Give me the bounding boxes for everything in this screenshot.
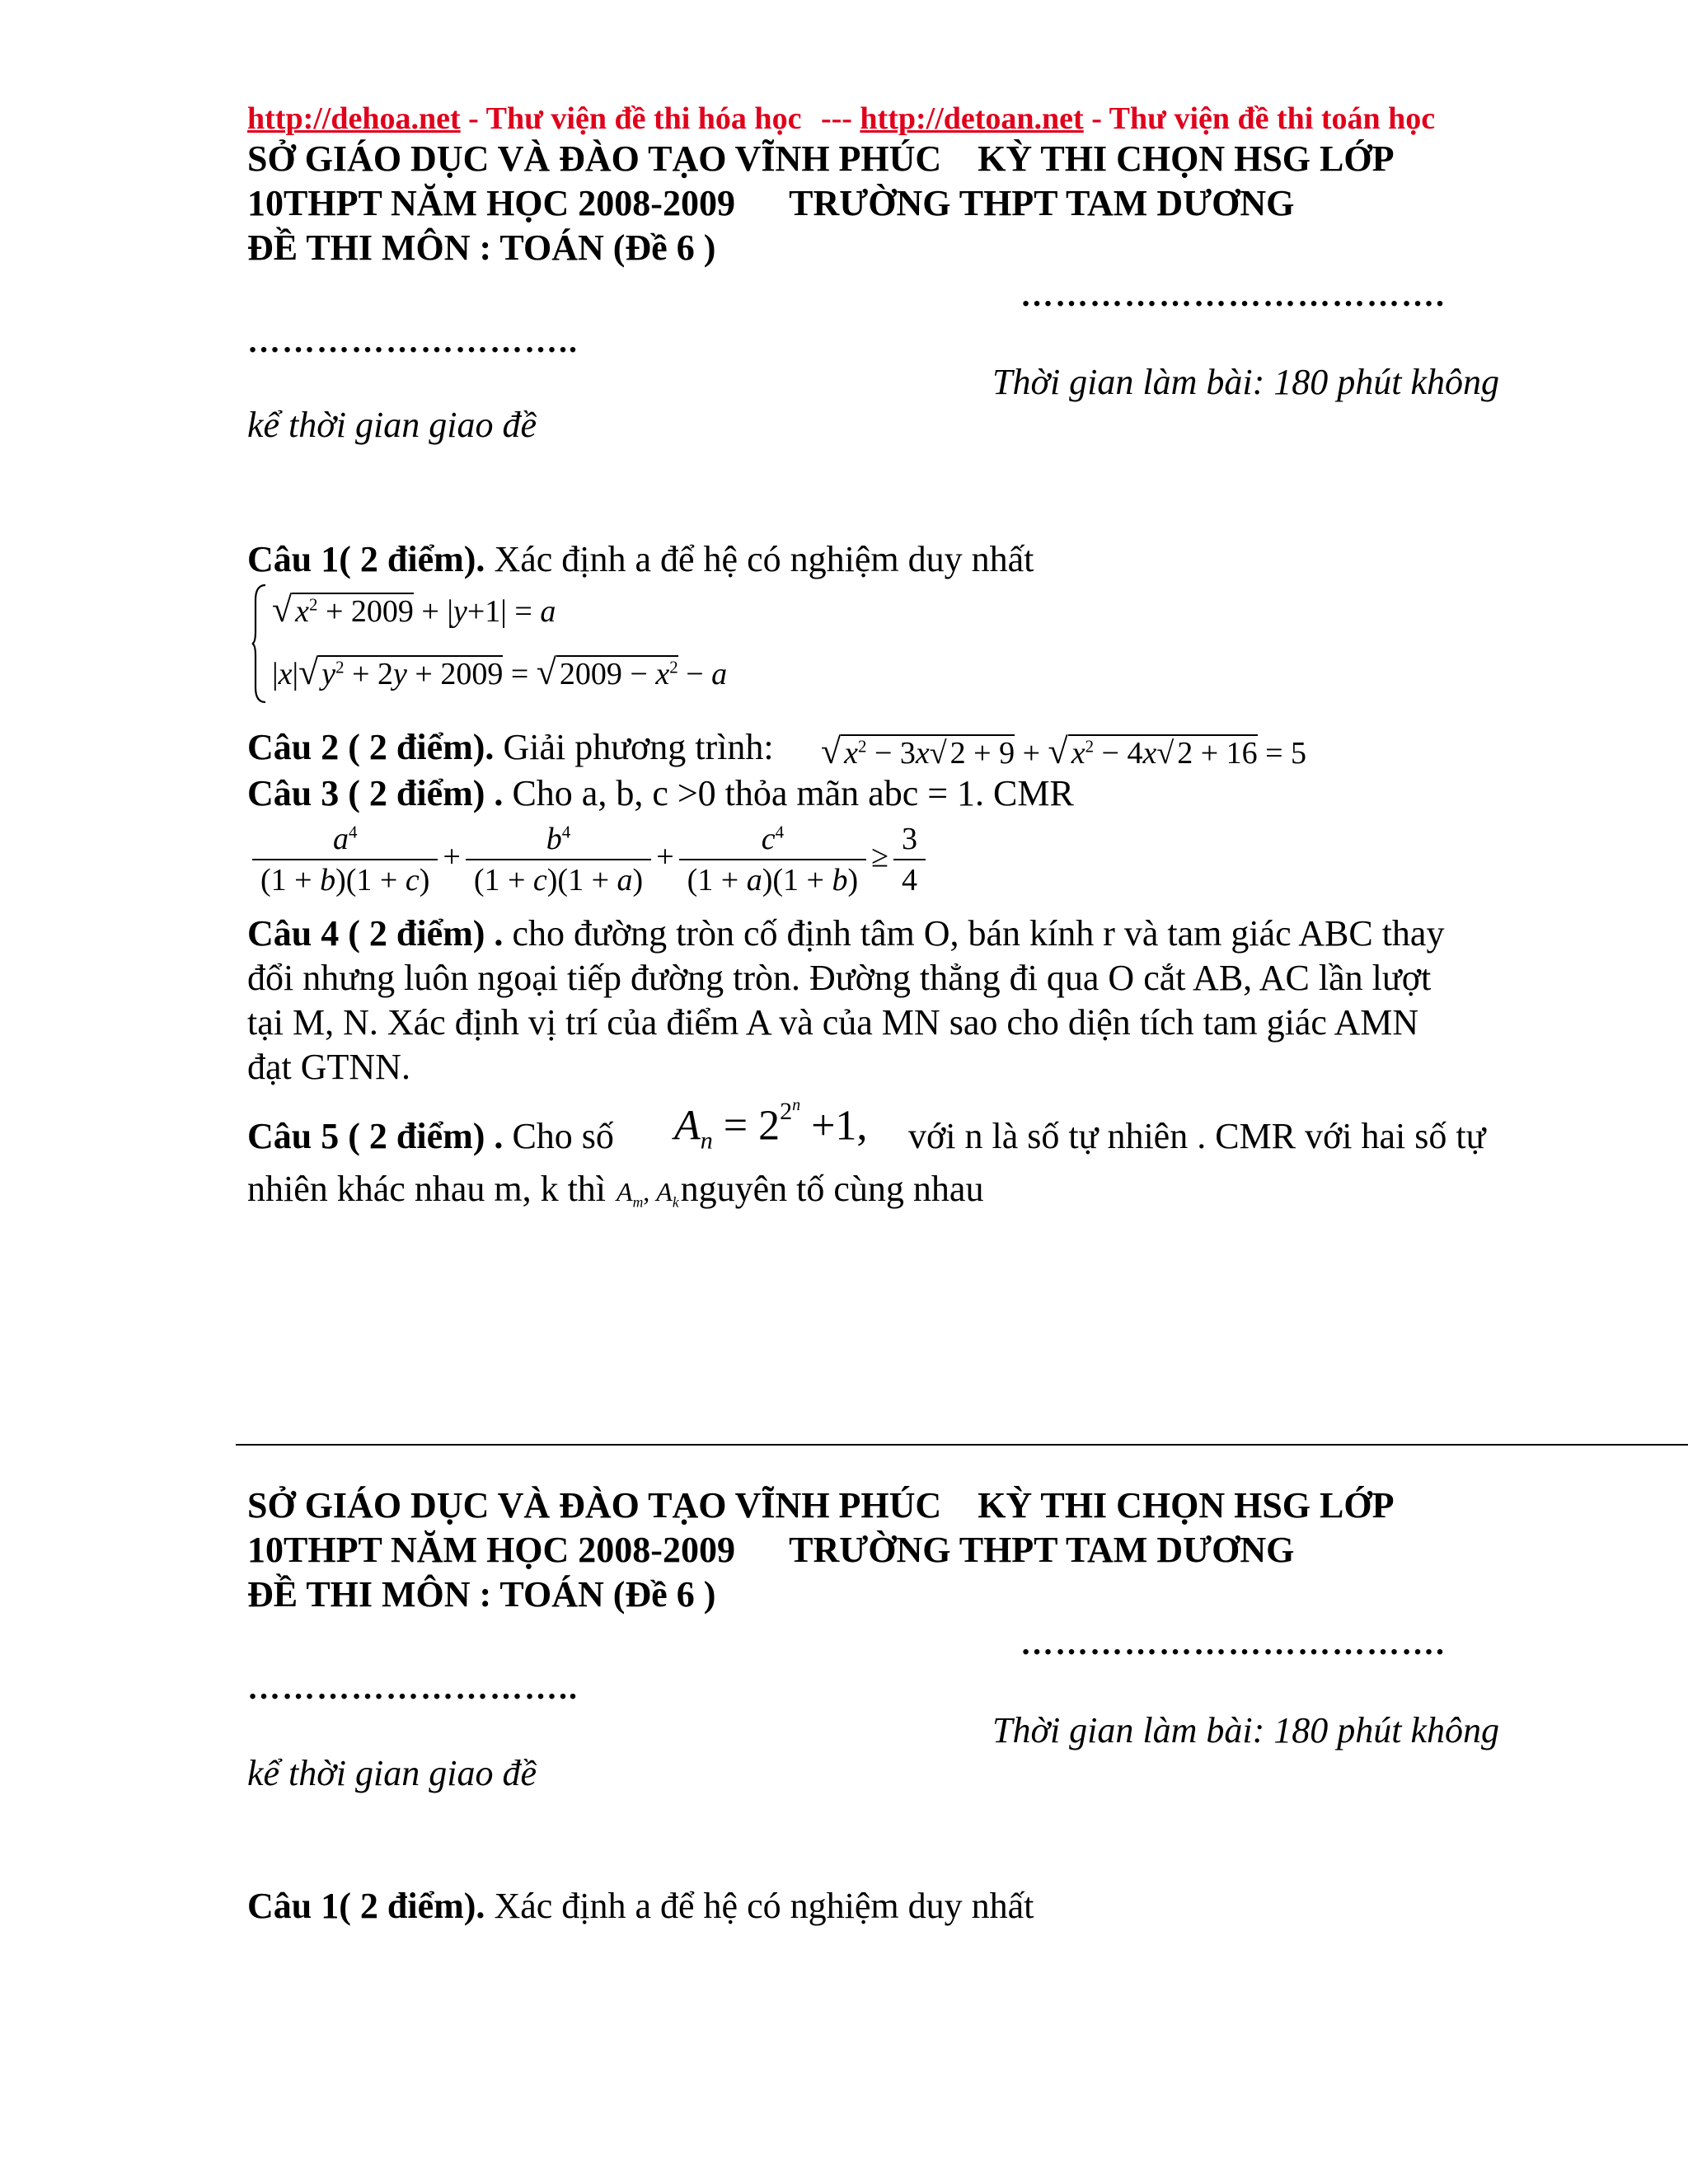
link-detoan[interactable]: http://detoan.net	[860, 101, 1084, 136]
block2-dots-right: ……………………………….	[1020, 1624, 1446, 1661]
q4-line2: đổi nhưng luôn ngoại tiếp đường tròn. Đường thẳng đi qua O cắt AB, AC lần lượt	[247, 958, 1432, 998]
block2-q1-statement	[247, 1884, 1034, 1929]
block2-header-line3: ĐỀ THI MÔN : TOÁN (Đề 6 )	[247, 1574, 716, 1615]
link-detoan-desc: - Thư viện đề thi toán học	[1083, 101, 1436, 136]
block2-time-line2: kể thời gian giao đề	[247, 1753, 537, 1793]
block1-dots-left: ………………………..	[247, 322, 579, 359]
block2-dots-left: ………………………..	[247, 1669, 579, 1706]
q1-sys-eq2: |x|√ $y^2 + 2y + 2009$ = √ $2009 - x^2 - a$	[272, 652, 728, 692]
q4-line1	[247, 912, 1444, 956]
q1-statement	[247, 537, 1034, 582]
q5-text-a: Cho số	[503, 1116, 614, 1156]
q5-text-b: với n là số tự nhiên . CMR với hai số tự	[908, 1116, 1486, 1156]
q4-label: Câu 4 ( 2 điểm) .	[247, 913, 504, 954]
block2-time-line1: Thời gian làm bài: 180 phút không	[992, 1710, 1500, 1750]
top-links	[247, 101, 1435, 137]
link-dehoa[interactable]: http://dehoa.net	[247, 101, 461, 136]
q5-label: Câu 5 ( 2 điểm) .	[247, 1116, 504, 1156]
q2-text: Giải phương trình:	[494, 727, 774, 767]
link-dehoa-desc: - Thư viện đề thi hóa học	[460, 101, 802, 136]
q1-system-brace-icon	[251, 583, 269, 704]
q5-line2-text-a: nhiên khác nhau m, k thì	[247, 1169, 607, 1209]
block1-header-line3: ĐỀ THI MÔN : TOÁN (Đề 6 )	[247, 227, 716, 268]
q3-inequality: $\frac{a^4}{(1 + b)(1 + c)}$ + $\frac{b^4}{(1 + c)(1 + a)}$ + $\frac{c^4}{(1 + a)(1 + b)}$ ≥ $\frac{3}{4}$	[247, 821, 931, 898]
block2-q1-text: Xác định a để hệ có nghiệm duy nhất	[485, 1886, 1034, 1926]
q2-label: Câu 2 ( 2 điểm).	[247, 727, 495, 767]
block1-header-line1: SỞ GIÁO DỤC VÀ ĐÀO TẠO VĨNH PHÚC KỲ THI CHỌN HSG LỚP	[247, 138, 1395, 179]
block1-header-line2: 10THPT NĂM HỌC 2008-2009 TRƯỜNG THPT TAM DƯƠNG	[247, 183, 1295, 223]
q2-statement	[247, 725, 774, 770]
q5-line2-formula: $A_m$, $A_k$	[617, 1177, 679, 1211]
block2-header-line2: 10THPT NĂM HỌC 2008-2009 TRƯỜNG THPT TAM DƯƠNG	[247, 1530, 1295, 1570]
block2-q1-label: Câu 1( 2 điểm).	[247, 1886, 485, 1926]
q2-equation: √ $x^2 - 3x√$ 2 + 9 + √ $x^2 - 4x√$ 2 + 16 = 5	[821, 731, 1307, 771]
q1-label: Câu 1( 2 điểm).	[247, 539, 485, 579]
page-divider	[236, 1444, 1688, 1446]
q1-text: Xác định a để hệ có nghiệm duy nhất	[485, 539, 1034, 579]
q4-line3: tại M, N. Xác định vị trí của điểm A và của MN sao cho diện tích tam giác AMN	[247, 1002, 1419, 1043]
block1-time-line1: Thời gian làm bài: 180 phút không	[992, 362, 1500, 402]
block1-dots-right: ……………………………….	[1020, 276, 1446, 313]
block2-header-line1: SỞ GIÁO DỤC VÀ ĐÀO TẠO VĨNH PHÚC KỲ THI CHỌN HSG LỚP	[247, 1485, 1395, 1526]
q5-line2	[247, 1167, 983, 1224]
q5-line2-text-b: nguyên tố cùng nhau	[680, 1169, 984, 1209]
q3-label: Câu 3 ( 2 điểm) .	[247, 773, 504, 813]
link-separator: ---	[820, 101, 852, 136]
q5-line1	[247, 1114, 614, 1159]
q3-text: Cho a, b, c >0 thỏa mãn abc = 1. CMR	[503, 773, 1074, 813]
q4-line4: đạt GTNN.	[247, 1047, 410, 1087]
q1-sys-eq1: √ $x^2 + 2009 + |y+1| = a$	[272, 589, 556, 630]
q1-system	[247, 582, 808, 705]
q5-formula: $A_n = 2^{2^n} +1$,	[674, 1096, 868, 1155]
block1-time-line2: kể thời gian giao đề	[247, 405, 537, 445]
q3-statement	[247, 771, 1074, 816]
q4-text-line1: cho đường tròn cố định tâm O, bán kính r và tam giác ABC thay	[503, 913, 1445, 954]
